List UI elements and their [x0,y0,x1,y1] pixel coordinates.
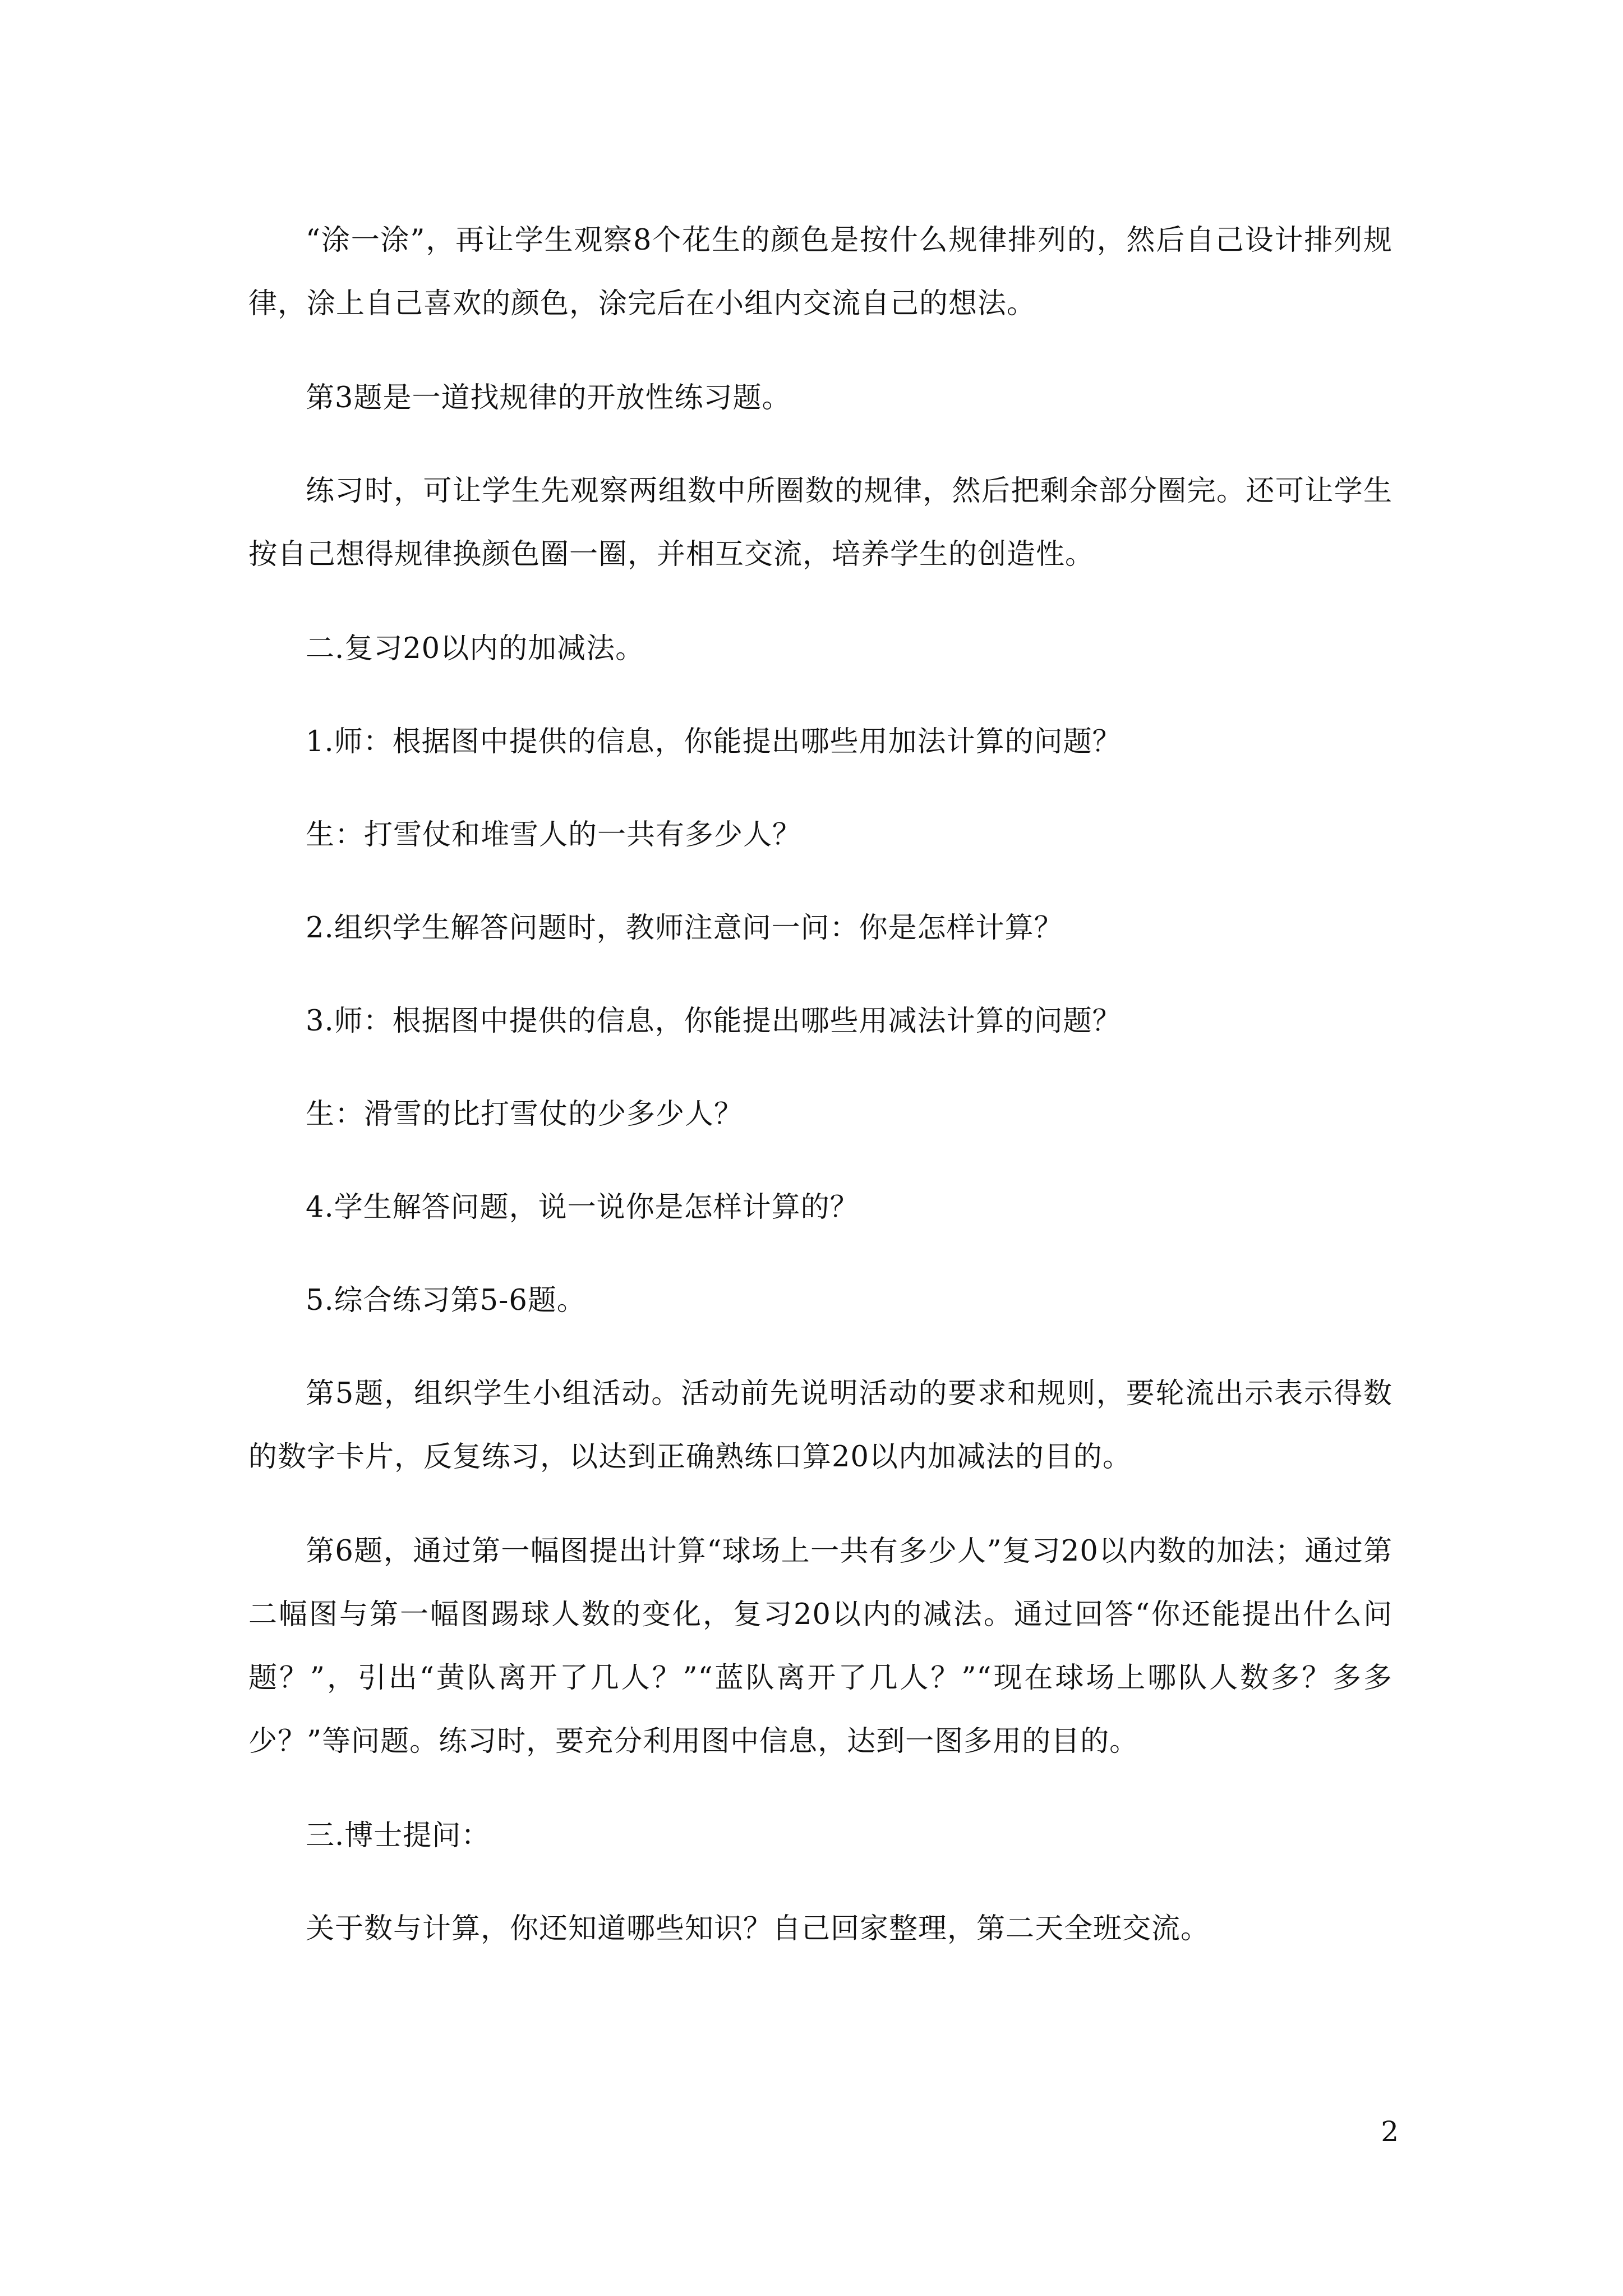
paragraph-organize-solving: 2.组织学生解答问题时，教师注意问一问：你是怎样计算？ [306,912,1063,945]
paragraph-teacher-addition-question: 1.师：根据图中提供的信息，你能提出哪些用加法计算的问题？ [306,725,1122,758]
paragraph-practice-circling: 练习时，可让学生先观察两组数中所圈数的规律，然后把剩余部分圈完。还可让学生按自己想得规律换颜色圈一圈，并相互交流，培养学生的创造性。 [248,475,1393,571]
paragraph-student-addition-answer: 生：打雪仗和堆雪人的一共有多少人？ [306,818,802,852]
document-body [248,209,1393,1991]
section-heading-review-addition-subtraction: 二.复习20以内的加减法。 [306,632,645,665]
page-number: 2 [1381,2115,1399,2148]
paragraph-student-subtraction-answer: 生：滑雪的比打雪仗的少多少人？ [306,1098,744,1131]
paragraph-coloring-instructions: “涂一涂”，再让学生观察8个花生的颜色是按什么规律排列的，然后自己设计排列规律，涂上自己喜欢的颜色，涂完后在小组内交流自己的想法。 [248,224,1393,320]
paragraph-question-3-intro: 第3题是一道找规律的开放性练习题。 [306,381,791,415]
paragraph-question-6: 第6题，通过第一幅图提出计算“球场上一共有多少人”复习20以内数的加法；通过第二幅图与第一幅图踢球人数的变化，复习20以内的减法。通过回答“你还能提出什么问题？”，引出“黄队离开了几人？”“蓝队离开了几人？”“现在球场上哪队人数多？多多少？”等问题。练习时，要充分利用图中信息，达到一图多用的目的。 [248,1535,1393,1758]
paragraph-home-review: 关于数与计算，你还知道哪些知识？自己回家整理，第二天全班交流。 [306,1912,1210,1945]
paragraph-student-explain: 4.学生解答问题，说一说你是怎样计算的？ [306,1191,859,1224]
section-heading-doctor-question: 三.博士提问： [306,1819,491,1852]
paragraph-comprehensive-practice: 5.综合练习第5-6题。 [306,1284,586,1317]
paragraph-question-5: 第5题，组织学生小组活动。活动前先说明活动的要求和规则，要轮流出示表示得数的数字卡片，反复练习，以达到正确熟练口算20以内加减法的目的。 [248,1377,1393,1474]
paragraph-teacher-subtraction-question: 3.师：根据图中提供的信息，你能提出哪些用减法计算的问题？ [306,1005,1122,1038]
